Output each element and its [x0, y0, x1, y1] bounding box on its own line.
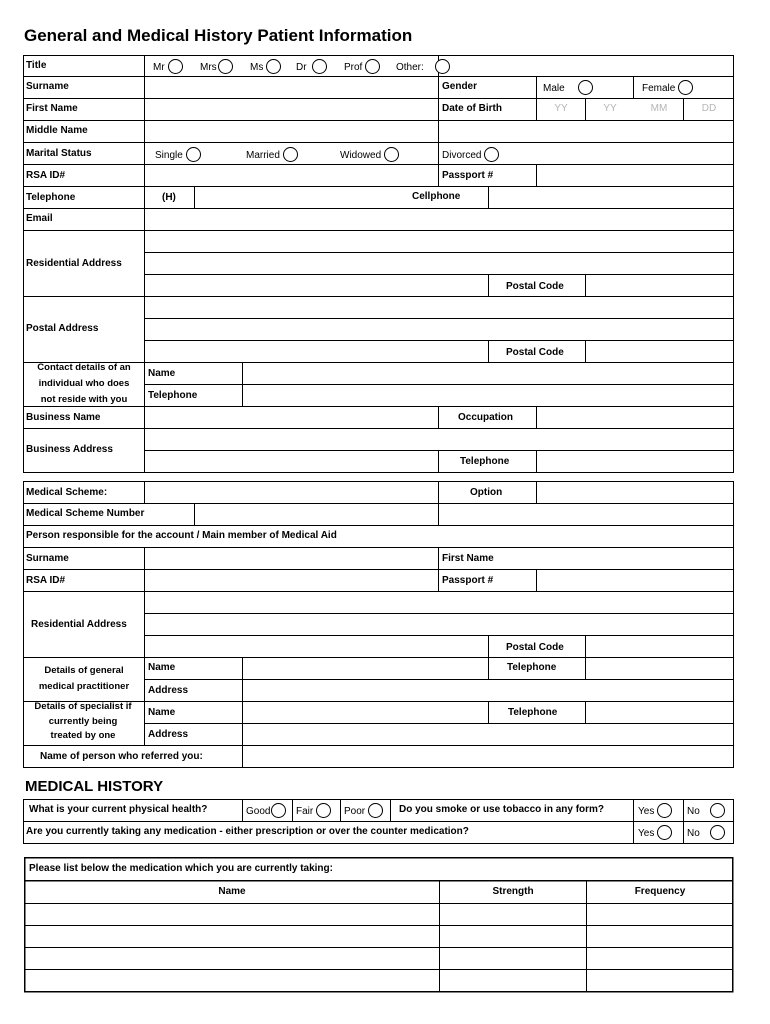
radio-icon[interactable]: [384, 147, 399, 162]
cellphone-label: Cellphone: [412, 191, 461, 202]
gp-address-label: Address: [148, 685, 189, 696]
medication-column-strength: Strength: [492, 886, 534, 897]
title-option-ms[interactable]: [250, 60, 281, 75]
radio-icon[interactable]: [368, 803, 383, 818]
smoke-question: Do you smoke or use tobacco in any form?: [399, 804, 605, 815]
radio-icon[interactable]: [266, 59, 281, 74]
marital-option-label: Widowed: [340, 150, 382, 162]
smoke-option-yes[interactable]: [638, 804, 672, 819]
gender-option-label: Male: [543, 83, 565, 95]
marital-option-divorced[interactable]: [442, 148, 499, 163]
specialist-name-label: Name: [148, 707, 176, 718]
member-rsa-id-label: RSA ID#: [26, 575, 66, 586]
title-option-label: Mrs: [200, 62, 217, 74]
health-option-good[interactable]: [246, 804, 286, 819]
postal-code-label-2: Postal Code: [506, 347, 564, 358]
occupation-label: Occupation: [458, 412, 514, 423]
title-option-label: Other:: [396, 62, 424, 74]
dob-year-field[interactable]: YY: [554, 103, 568, 114]
contact-label-line: individual who does: [38, 378, 130, 389]
business-name-label: Business Name: [26, 412, 101, 423]
business-address-label: Business Address: [26, 444, 113, 455]
health-question: What is your current physical health?: [29, 804, 208, 815]
radio-icon[interactable]: [657, 825, 672, 840]
specialist-label-line: currently being: [48, 715, 118, 727]
gp-label-line: medical practitioner: [38, 681, 130, 692]
yes-label: Yes: [638, 828, 655, 840]
home-tel-label: (H): [162, 192, 176, 203]
gp-name-label: Name: [148, 662, 176, 673]
medical-history-heading: MEDICAL HISTORY: [25, 778, 164, 795]
email-label: Email: [26, 213, 53, 224]
title-option-prof[interactable]: [344, 60, 380, 75]
gp-label-line: Details of general: [44, 665, 124, 676]
title-label: Title: [26, 60, 47, 71]
gender-option-female[interactable]: [642, 81, 693, 96]
member-first-name-label: First Name: [442, 553, 494, 564]
radio-icon[interactable]: [283, 147, 298, 162]
responsible-person-label: Person responsible for the account / Main member of Medical Aid: [26, 530, 337, 541]
member-residential-address-label: Residential Address: [31, 619, 127, 630]
rsa-id-label: RSA ID#: [26, 170, 66, 181]
postal-code-label: Postal Code: [506, 281, 564, 292]
middle-name-label: Middle Name: [26, 125, 88, 136]
radio-icon[interactable]: [271, 803, 286, 818]
dob-day-field[interactable]: DD: [701, 103, 717, 114]
gender-option-male[interactable]: [543, 81, 593, 96]
radio-icon[interactable]: [312, 59, 327, 74]
medical-scheme-number-label: Medical Scheme Number: [26, 508, 145, 519]
member-surname-label: Surname: [26, 553, 69, 564]
marital-option-widowed[interactable]: [340, 148, 399, 163]
radio-icon[interactable]: [186, 147, 201, 162]
radio-icon[interactable]: [168, 59, 183, 74]
title-option-label: Dr: [296, 62, 307, 74]
title-option-other[interactable]: [396, 60, 450, 75]
contact-label-line: Contact details of an: [37, 362, 131, 373]
first-name-label: First Name: [26, 103, 78, 114]
no-label: No: [687, 806, 700, 818]
member-passport-label: Passport #: [442, 575, 494, 586]
passport-label: Passport #: [442, 170, 494, 181]
radio-icon[interactable]: [435, 59, 450, 74]
specialist-details-label: [23, 701, 143, 742]
specialist-telephone-label: Telephone: [508, 707, 558, 718]
health-option-label: Poor: [344, 806, 366, 818]
title-option-label: Prof: [344, 62, 363, 74]
dob-year-field-2[interactable]: YY: [603, 103, 617, 114]
marital-option-single[interactable]: [155, 148, 201, 163]
specialist-address-label: Address: [148, 729, 189, 740]
title-option-dr[interactable]: [296, 60, 327, 75]
title-option-label: Mr: [153, 62, 165, 74]
title-option-mr[interactable]: [153, 60, 183, 75]
telephone-label: Telephone: [26, 192, 76, 203]
medication-column-frequency: Frequency: [634, 886, 686, 897]
radio-icon[interactable]: [710, 803, 725, 818]
contact-name-label: Name: [148, 368, 176, 379]
radio-icon[interactable]: [316, 803, 331, 818]
title-option-mrs[interactable]: [200, 60, 233, 75]
dob-month-field[interactable]: MM: [650, 103, 668, 114]
contact-label-line: not reside with you: [40, 394, 128, 405]
option-label: Option: [470, 487, 503, 498]
contact-details-label: [24, 362, 144, 406]
medication-table-intro: Please list below the medication which you are currently taking:: [29, 863, 333, 874]
health-option-label: Fair: [296, 806, 314, 818]
health-option-label: Good: [246, 806, 271, 818]
radio-icon[interactable]: [365, 59, 380, 74]
marital-option-label: Single: [155, 150, 183, 162]
radio-icon[interactable]: [578, 80, 593, 95]
specialist-label-line: Details of specialist if: [34, 701, 132, 712]
radio-icon[interactable]: [657, 803, 672, 818]
gp-details-label: [24, 665, 144, 693]
health-option-fair[interactable]: [296, 804, 331, 819]
medical-scheme-label: Medical Scheme:: [26, 487, 108, 498]
marital-status-label: Marital Status: [26, 148, 92, 159]
medication-question: Are you currently taking any medication - either prescription or over the counter medication?: [26, 826, 469, 837]
gender-label: Gender: [442, 81, 478, 92]
member-postal-code-label: Postal Code: [506, 642, 564, 653]
radio-icon[interactable]: [710, 825, 725, 840]
contact-telephone-label: Telephone: [148, 390, 198, 401]
radio-icon[interactable]: [218, 59, 233, 74]
surname-label: Surname: [26, 81, 69, 92]
business-telephone-label: Telephone: [460, 456, 510, 467]
medication-option-yes[interactable]: [638, 826, 672, 841]
residential-address-label: Residential Address: [26, 258, 122, 269]
marital-option-label: Divorced: [442, 150, 482, 162]
medication-column-name: Name: [218, 886, 246, 897]
health-option-poor[interactable]: [344, 804, 383, 819]
title-option-label: Ms: [250, 62, 264, 74]
dob-label: Date of Birth: [442, 103, 502, 114]
postal-address-label: Postal Address: [26, 323, 99, 334]
radio-icon[interactable]: [678, 80, 693, 95]
radio-icon[interactable]: [484, 147, 499, 162]
medication-option-no[interactable]: [687, 826, 725, 841]
marital-option-married[interactable]: [246, 148, 298, 163]
yes-label: Yes: [638, 806, 655, 818]
page-title: General and Medical History Patient Information: [24, 26, 413, 45]
specialist-label-line: treated by one: [50, 730, 116, 741]
marital-option-label: Married: [246, 150, 280, 162]
no-label: No: [687, 828, 700, 840]
gender-option-label: Female: [642, 83, 676, 95]
gp-telephone-label: Telephone: [507, 662, 557, 673]
smoke-option-no[interactable]: [687, 804, 725, 819]
referrer-label: Name of person who referred you:: [40, 751, 203, 762]
